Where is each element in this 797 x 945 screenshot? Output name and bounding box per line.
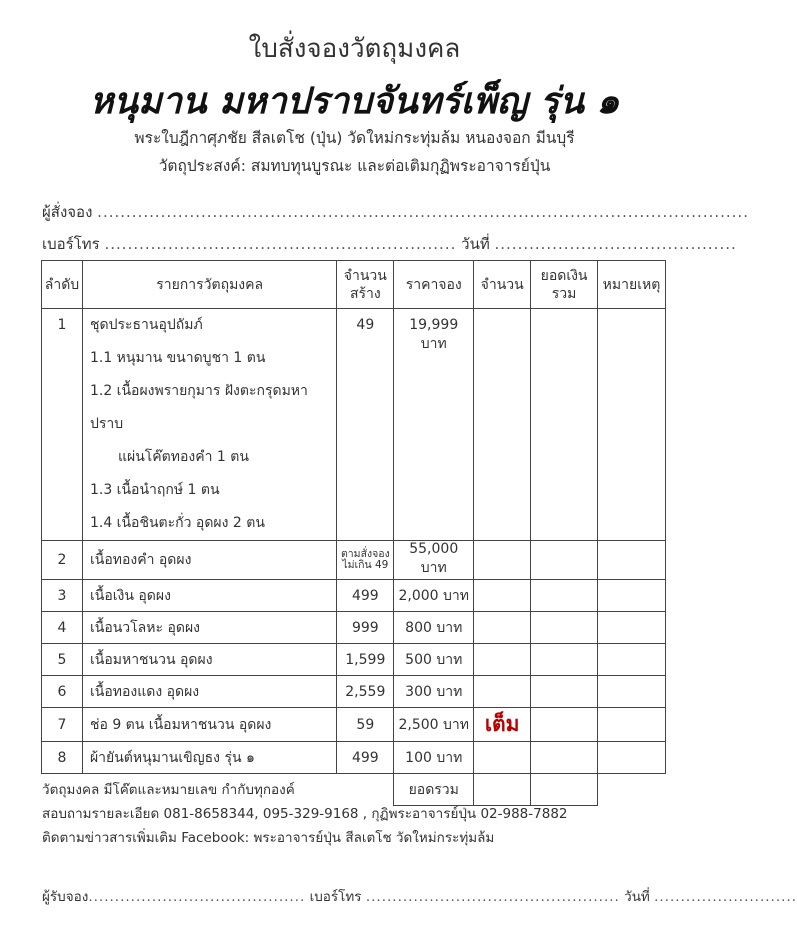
col-price: ราคาจอง (394, 261, 474, 309)
col-no: ลำดับ (42, 261, 83, 309)
set-sub3: 1.3 เนื้อนำฤกษ์ 1 ตน (89, 482, 220, 498)
row-made: 49 (337, 309, 394, 541)
row-total[interactable] (531, 309, 598, 541)
row-note[interactable] (598, 309, 666, 541)
footer-note: วัตถุมงคล มีโค๊ตและหมายเลข กำกับทุกองค์ (42, 782, 295, 798)
set-sub1: 1.1 หนุมาน ขนาดบูชา 1 ตน (89, 350, 266, 366)
receiver-label: ผู้รับจอง (42, 889, 89, 905)
set-sub4: 1.4 เนื้อชินตะกั่ว อุดผง 2 ตน (89, 515, 265, 531)
table-row (42, 309, 666, 541)
receiver-line (42, 885, 797, 907)
sum-label: ยอดรวม (394, 774, 474, 806)
set-sub2a: 1.2 เนื้อผงพรายกุมาร ฝังตะกรุดมหาปราบ (89, 383, 308, 432)
sum-qty[interactable] (474, 774, 531, 806)
col-qty: จำนวน (474, 261, 531, 309)
table-row: 3 เนื้อเงิน อุดผง 499 2,000 บาท (42, 580, 666, 612)
table-row: 2 เนื้อทองคำ อุดผง ตามสั่งจอง ไม่เกิน 49 55,000 บาท (42, 541, 666, 580)
amulet-name: หนุมาน มหาปราบจันทร์เพ็ญ รุ่น ๑ (89, 80, 620, 122)
table-row: 7 ช่อ 9 ตน เนื้อมหาชนวน อุดผง 59 2,500 บาท เต็ม (42, 708, 666, 742)
table-row: 4 เนื้อนวโลหะ อุดผง 999 800 บาท (42, 612, 666, 644)
orderer-label: ผู้สั่งจอง (42, 203, 93, 221)
phone-field[interactable]: ............................................................. (104, 235, 457, 253)
col-note: หมายเหตุ (598, 261, 666, 309)
row-qty[interactable] (474, 309, 531, 541)
table-header (42, 261, 666, 309)
set-sub2b: แผ่นโค๊ตทองคำ 1 ตน (117, 449, 249, 465)
date-field[interactable]: .......................................... (494, 235, 737, 253)
temple-line: พระใบฎีกาศุภชัย สีลเตโช (ปุ่น) วัดใหม่กระทุ่มล้ม หนองจอก มีนบุรี (134, 129, 575, 147)
form-title: ใบสั่งจองวัตถุมงคล (248, 34, 461, 64)
receiver-phone-field[interactable]: ................................................ (365, 889, 620, 905)
table-row: 6 เนื้อทองแดง อุดผง 2,559 300 บาท (42, 676, 666, 708)
set-items (82, 309, 336, 541)
sold-out-mark: เต็ม (474, 708, 531, 742)
set-title: ชุดประธานอุปถัมภ์ (89, 317, 203, 333)
row-no: 1 (42, 309, 83, 541)
receiver-phone-label: เบอร์โทร (309, 889, 362, 905)
table-row: 5 เนื้อมหาชนวน อุดผง 1,599 500 บาท (42, 644, 666, 676)
orderer-field[interactable]: ................................................................................................................. (97, 203, 749, 221)
order-table (41, 260, 666, 806)
phone-label: เบอร์โทร (42, 235, 100, 253)
date-label: วันที่ (461, 235, 490, 253)
table-row: 8 ผ้ายันต์หนุมานเขิญธง รุ่น ๑ 499 100 บาท (42, 742, 666, 774)
col-item: รายการวัตถุมงคล (82, 261, 336, 309)
col-made: จำนวน สร้าง (337, 261, 394, 309)
footer-contact: สอบถามรายละเอียด 081-8658344, 095-329-9168 , กุฏิพระอาจารย์ปุ่น 02-988-7882 (42, 806, 568, 822)
receiver-date-label: วันที่ (624, 889, 650, 905)
row-price: 19,999 บาท (394, 309, 474, 541)
purpose-line: วัตถุประสงค์: สมทบทุนบูรณะ และต่อเติมกุฏิพระอาจารย์ปุ่น (158, 157, 551, 175)
col-total: ยอดเงิน รวม (531, 261, 598, 309)
receiver-field[interactable]: ......................................... (88, 889, 306, 905)
orderer-line (42, 200, 749, 224)
footer-facebook: ติดตามข่าวสารเพิ่มเติม Facebook: พระอาจารย์ปุ่น สีลเตโช วัดใหม่กระทุ่มล้ม (42, 830, 495, 846)
receiver-date-field[interactable]: ........................... (654, 889, 797, 905)
phone-date-line (42, 232, 737, 256)
sum-total[interactable] (531, 774, 598, 806)
